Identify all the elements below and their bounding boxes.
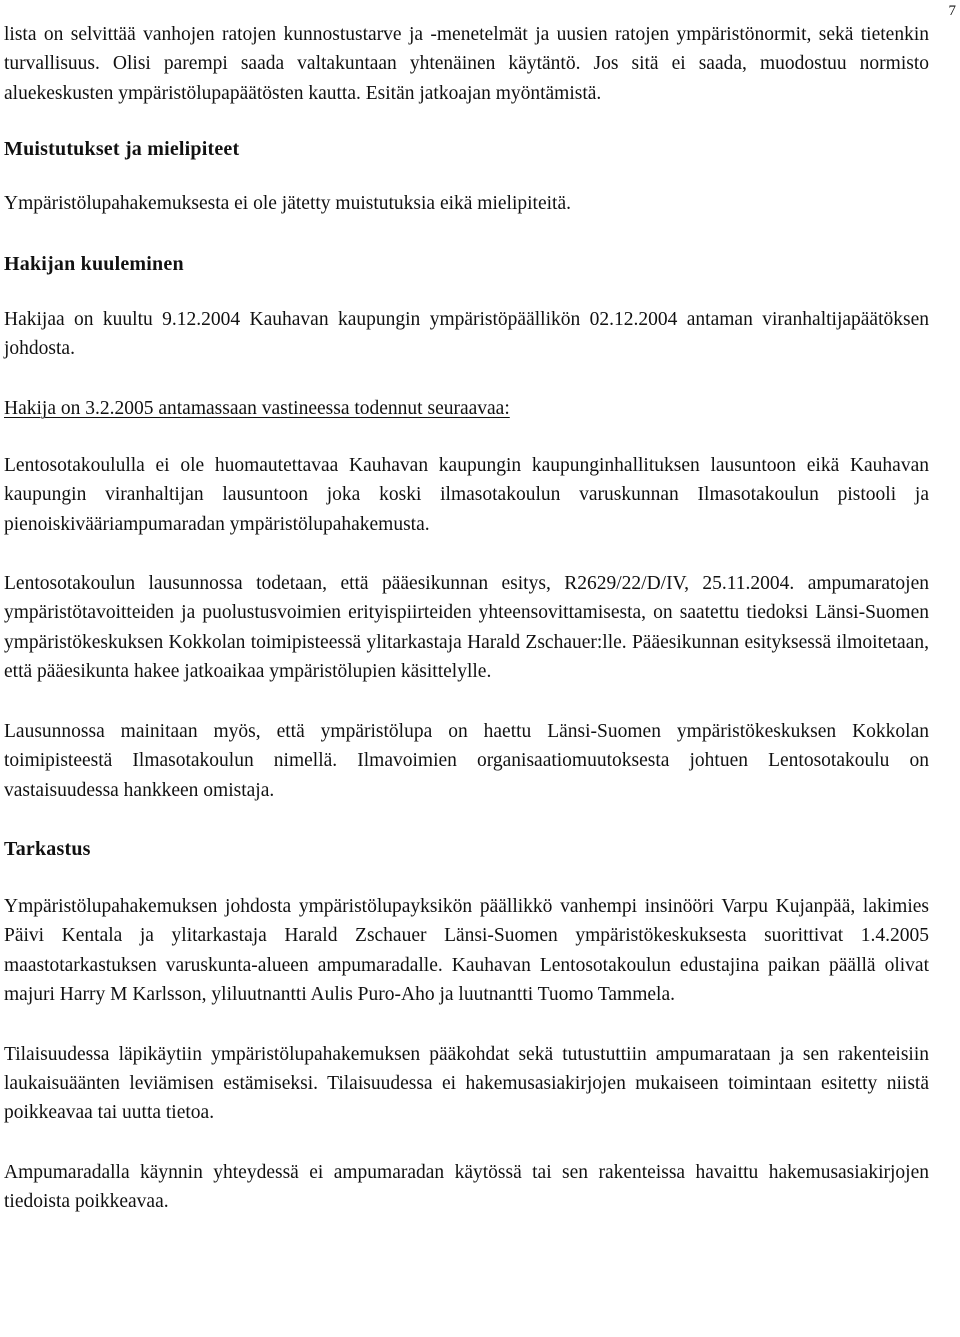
intro-paragraph: lista on selvittää vanhojen ratojen kunnostustarve ja -menetelmät ja uusien ratojen ympäristönormit, sekä tietenkin turvallisuus. Olisi parempi saada valtakuntaan yhtenäinen käytäntö. Jos sitä ei saada, muodostuu normisto aluekeskusten ympäristölupapäätösten kautta. Esitän jatkoajan myöntämistä. xyxy=(4,24,929,104)
muistutukset-paragraph: Ympäristölupahakemuksesta ei ole jätetty muistutuksia eikä mielipiteitä. xyxy=(4,193,571,215)
section-heading-muistutukset: Muistutukset ja mielipiteet xyxy=(4,138,240,161)
section-heading-tarkastus: Tarkastus xyxy=(4,837,91,860)
document-body xyxy=(4,20,929,1217)
tilaisuudessa-paragraph: Tilaisuudessa läpikäytiin ympäristölupahakemuksen pääkohdat sekä tutustuttiin ampumarataan ja sen rakenteisiin laukaisuäänten leviämisen estämiseksi. Tilaisuudessa ei hakemusasiakirjojen mukaiseen toimintaan esitetty niistä poikkeavaa tai uutta tietoa. xyxy=(4,1043,929,1124)
hakija-vastine-line: Hakija on 3.2.2005 antamassaan vastineessa todennut seuraavaa: xyxy=(4,398,510,420)
kuultu-paragraph: Hakijaa on kuultu 9.12.2004 Kauhavan kaupungin ympäristöpäällikön 02.12.2004 antaman viranhaltijapäätöksen johdosta. xyxy=(4,308,929,360)
lausunnossa-todetaan-paragraph: Lentosotakoulun lausunnossa todetaan, että pääesikunnan esitys, R2629/22/D/IV, 25.11.2004. ampumaratojen ympäristötavoitteiden ja puolustusvoimien erityispiirteiden yhteensovittamisesta, on saatettu tiedoksi Länsi-Suomen ympäristökeskuksen Kokkolan toimipisteessä ylitarkastaja Harald Zschauer:lle. Pääesikunnan esityksessä ilmoitetaan, että pääesikunta hakee jatkoaikaa ympäristölupien käsittelylle. xyxy=(4,573,929,683)
section-heading-kuuleminen: Hakijan kuuleminen xyxy=(4,252,184,275)
page-number: 7 xyxy=(948,3,956,19)
tarkastus-paragraph: Ympäristölupahakemuksen johdosta ympäristölupayksikön päällikkö vanhempi insinööri Varpu Kujanpää, lakimies Päivi Kentala ja ylitarkastaja Harald Zschauer Länsi-Suomen ympäristökeskuksesta suorittivat 1.4.2005 maastotarkastuksen varuskunta-alueen ampumaradalle. Kauhavan Lentosotakoulun edustajina paikan päällä olivat majuri Harry M Karlsson, yliluutnantti Aulis Puro-Aho ja luutnantti Tuomo Tammela. xyxy=(4,895,929,1006)
ampumaradalla-paragraph: Ampumaradalla käynnin yhteydessä ei ampumaradan käytössä tai sen rakenteissa havaittu hakemusasiakirjojen tiedoista poikkeavaa. xyxy=(4,1161,929,1213)
lausunnossa-mainitaan-paragraph: Lausunnossa mainitaan myös, että ympäristölupa on haettu Länsi-Suomen ympäristökeskuksen Kokkolan toimipisteestä Ilmasotakoulun nimellä. Ilmavoimien organisaatiomuutoksesta johtuen Lentosotakoulu on vastaisuudessa hankkeen omistaja. xyxy=(4,720,929,801)
lentosotakoululla-paragraph: Lentosotakoululla ei ole huomautettavaa Kauhavan kaupungin kaupunginhallituksen lausuntoon eikä Kauhavan kaupungin viranhaltijan lausuntoon joka koski ilmasotakoulun varuskunnan Ilmasotakoulun pistooli ja pienoiskivääriampumaradan ympäristölupahakemusta. xyxy=(4,454,929,535)
